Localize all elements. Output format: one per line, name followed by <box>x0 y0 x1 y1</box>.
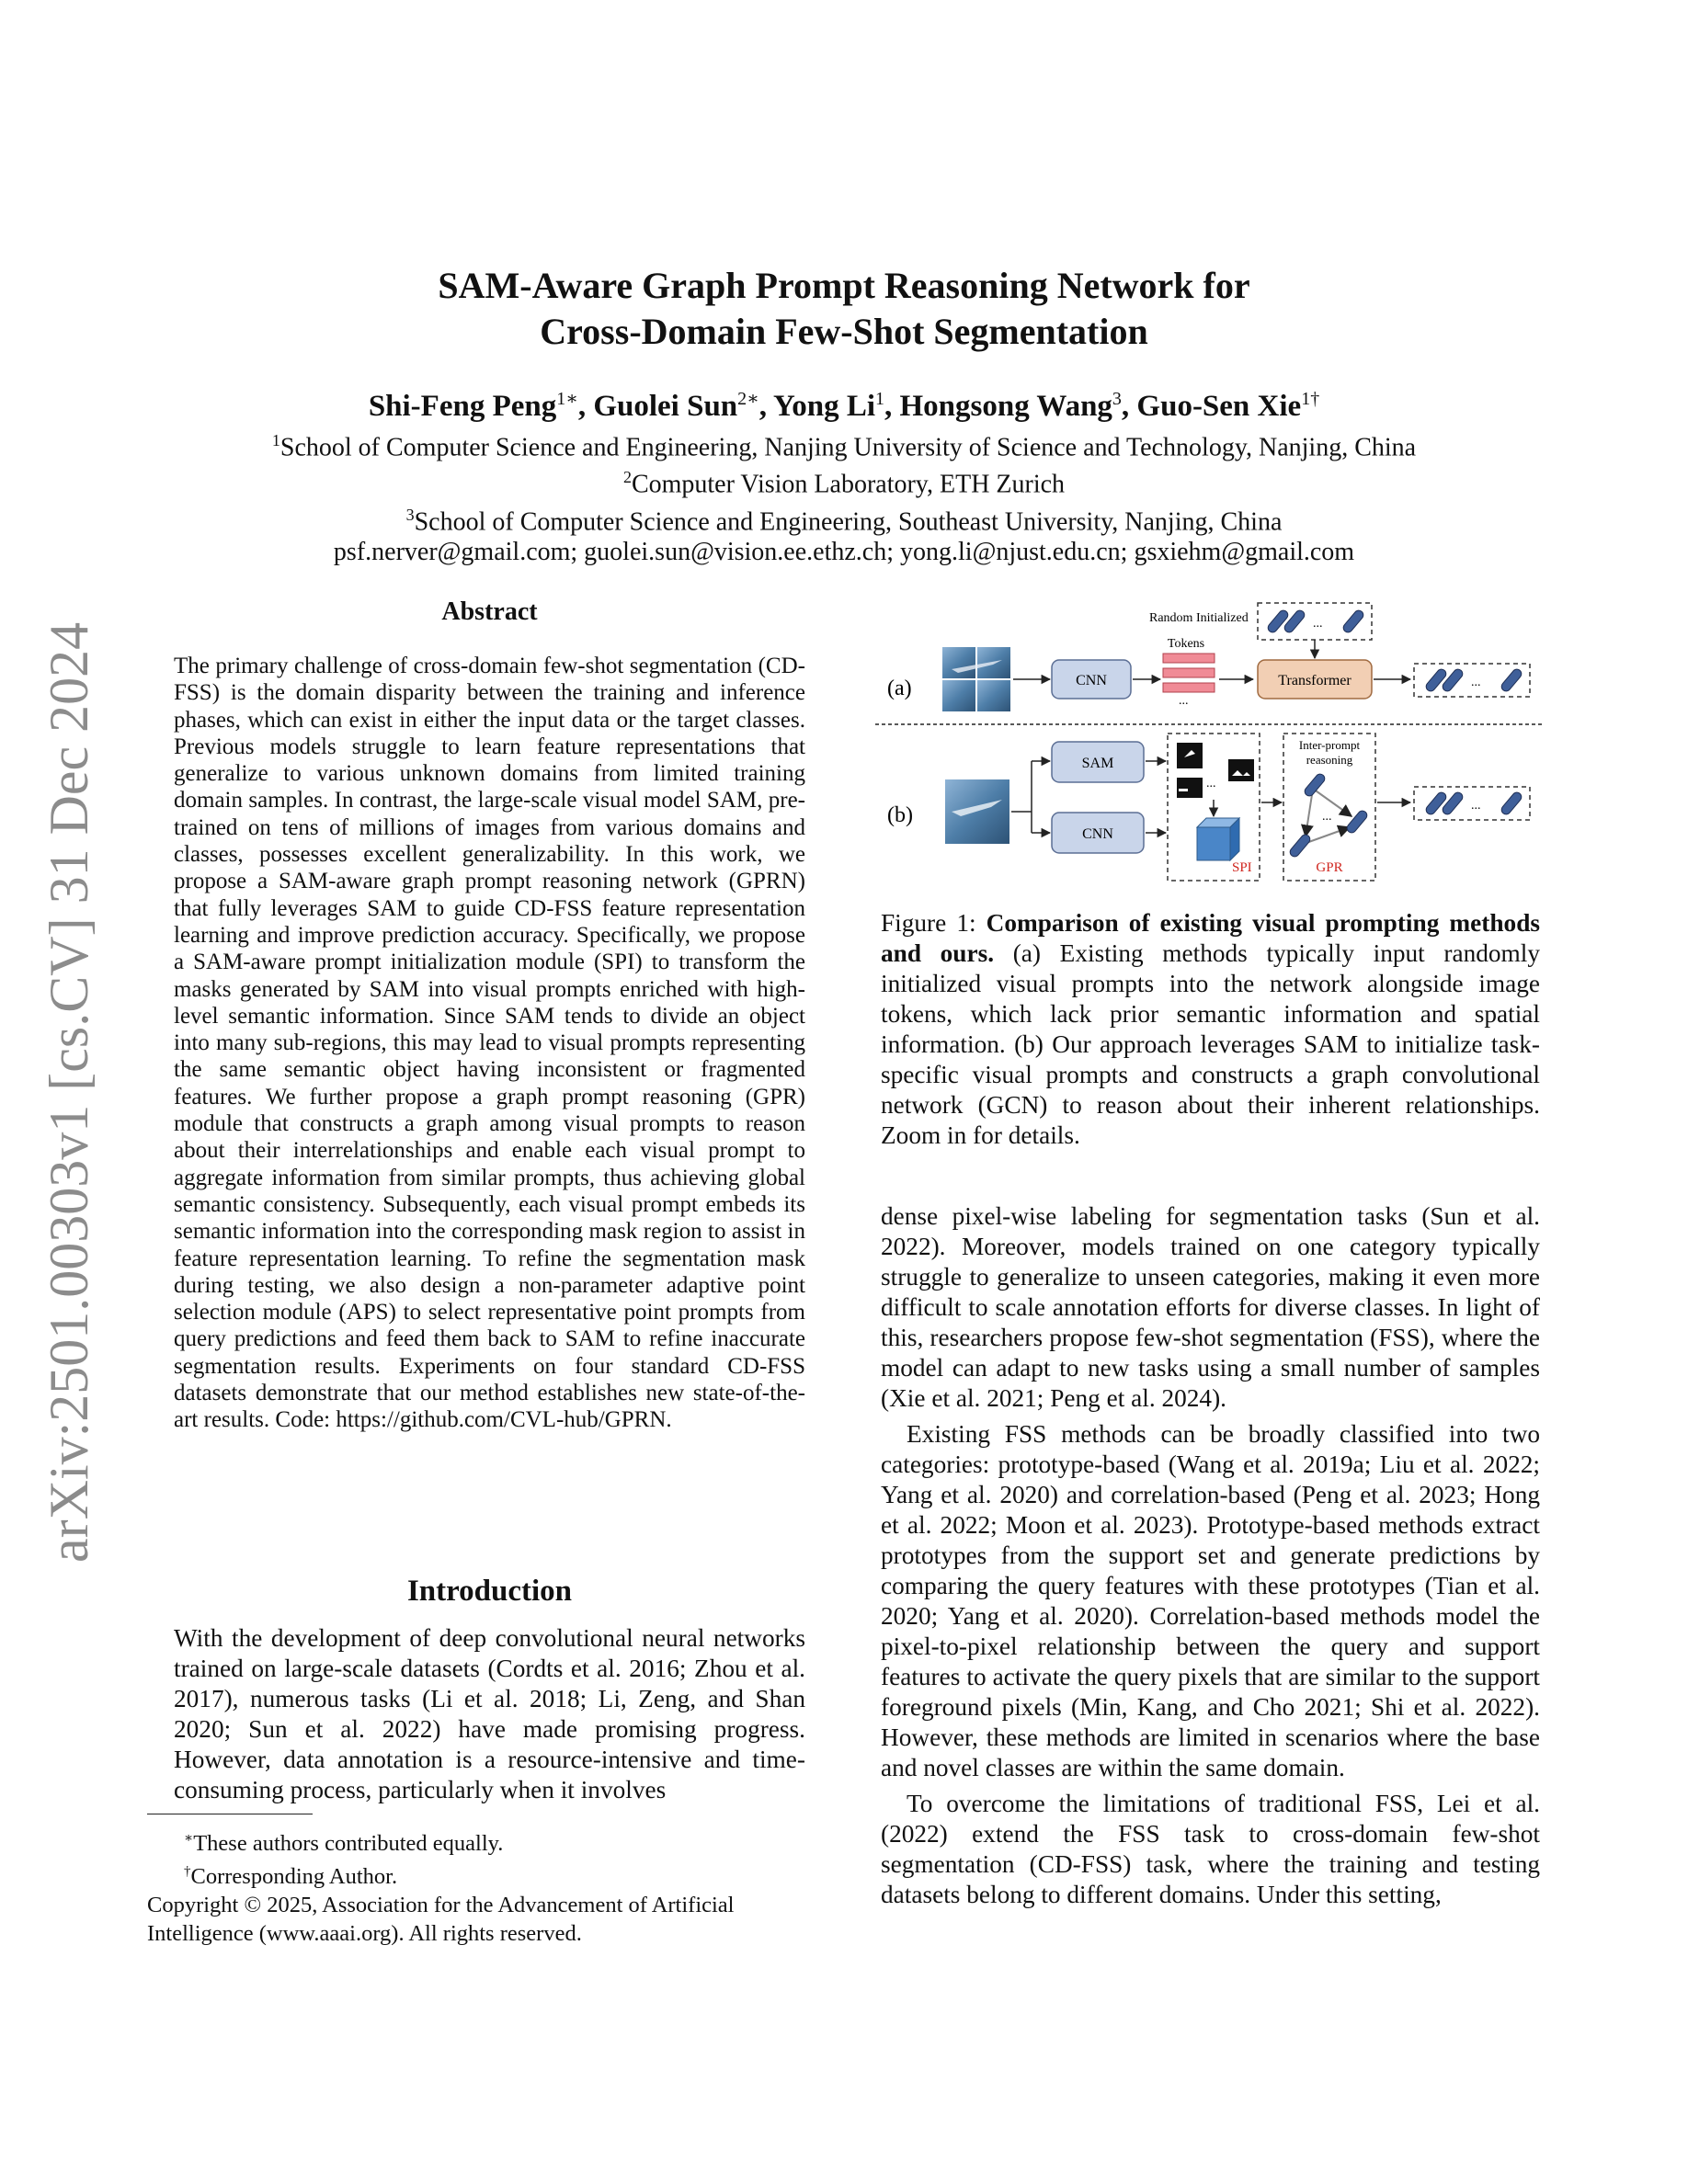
affiliation: $^1$School of Computer Science and Engineering, Nanjing University of Science and Technology, Nanjing, China <box>271 431 1417 462</box>
input-image-patches <box>942 647 1010 711</box>
author: Guo-Sen Xie$^{1\dagger}$ <box>1136 389 1320 423</box>
intro-paragraph: To overcome the limitations of traditional FSS, Lei et al. (2022) extend the FSS task to cross-domain few-shot segmentation (CD-FSS) task, where the training and testing datasets belong to different domains. Under this setting, <box>881 1790 1540 1908</box>
caption-bold-title: Comparison of existing visual prompting methods and ours. <box>881 909 1540 967</box>
output-prompt-icons-a <box>1424 667 1523 693</box>
affiliations <box>0 426 1688 567</box>
output-prompt-icons-b <box>1424 791 1523 816</box>
paper-title <box>0 263 1688 355</box>
feature-cube <box>1197 818 1239 860</box>
inter-prompt-label-line1: Inter-prompt <box>1298 738 1361 752</box>
footnote-corresponding-author: †Corresponding Author. <box>184 1864 398 1890</box>
cnn-label-a: CNN <box>1076 673 1107 688</box>
random-initialized-label: Random Initialized <box>1149 611 1249 625</box>
intro-paragraph: Existing FSS methods can be broadly classified into two categories: prototype-based (Wang et al. 2019a; Liu et al. 2022; Yang et al. 2020) and correlation-based (Peng et al. 2023; Hong et al. 2022; Moon et al. 2023). Prototype-based methods extract prototypes from the support set and generate predictions by comparing the query features with these prototypes (Tian et al. 2020; Yang et al. 2020). Correlation-based methods model the pixel-to-pixel relationship between the query and support features to activate the query pixels that are similar to the support foreground pixels (Min, Kang, and Cho 2021; Shi et al. 2022). However, these methods are limited in scenarios where the base and novel classes are within the same domain. <box>881 1420 1540 1781</box>
author: Shi-Feng Peng$^{1∗}$, <box>368 389 594 423</box>
title-line-1: SAM-Aware Graph Prompt Reasoning Network for <box>438 265 1250 306</box>
spi-label: SPI <box>1232 860 1252 875</box>
sam-label: SAM <box>1081 756 1114 771</box>
panel-b-label: (b) <box>887 803 913 827</box>
prompt-graph <box>1288 772 1369 859</box>
caption-label: Figure 1: <box>881 909 987 937</box>
author-list <box>0 379 1688 427</box>
inter-prompt-label-line2: reasoning <box>1306 753 1353 767</box>
mask-ellipsis: ... <box>1206 777 1216 791</box>
author: Hongsong Wang$^3$, <box>899 389 1137 423</box>
copyright-notice: Copyright © 2025, Association for the Advancement of Artificial Intelligence (www.aaai.org). All rights reserved. <box>147 1893 735 1947</box>
panel-a-label: (a) <box>887 677 912 700</box>
title-line-2: Cross-Domain Few-Shot Segmentation <box>540 311 1148 352</box>
abstract-text: The primary challenge of cross-domain few-shot segmentation (CD-FSS) is the domain disparity between the training and inference phases, which can exist in either the input data or the target classes. Previous models struggle to learn feature representations that generalize to various unknown domains from limited training domain samples. In contrast, the large-scale visual model SAM, pre-trained on tens of millions of images from various domains and classes, possesses excellent generalizability. In this work, we propose a SAM-aware graph prompt reasoning network (GPRN) that fully leverages SAM to guide CD-FSS feature representation learning and improve prediction accuracy. Specifically, we propose a SAM-aware prompt initialization module (SPI) to transform the masks generated by SAM into visual prompts enriched with high-level semantic information. Since SAM tends to divide an object into many sub-regions, this may lead to visual prompts representing the same semantic object having inconsistent or fragmented features. We further propose a graph prompt reasoning (GPR) module that constructs a graph among visual prompts to reason about their interrelationships and enable each visual prompt to aggregate information from similar prompts, thus achieving global semantic consistency. Subsequently, each visual prompt embeds its semantic information into the corresponding mask region to assist in feature representation learning. To refine the segmentation mask during testing, we also design a non-parameter adaptive point selection module (APS) to select representative point prompts from query predictions and feed them back to SAM to refine inaccurate segmentation results. Experiments on four standard CD-FSS datasets demonstrate that our method establishes new state-of-the-art results. Code: https://github.com/CVL-hub/GPRN. <box>174 654 805 1433</box>
intro-paragraph: dense pixel-wise labeling for segmentation tasks (Sun et al. 2022). Moreover, models trained on one category typically struggle to generalize to unseen categories, making it even more difficult to scale annotation efforts for diverse classes. In light of this, researchers propose few-shot segmentation (FSS), where the model can adapt to new tasks using a small number of samples (Xie et al. 2021; Peng et al. 2024). <box>881 1202 1540 1412</box>
input-image-b <box>945 779 1009 844</box>
token-ellipsis: ... <box>1179 694 1189 708</box>
graph-ellipsis: ... <box>1322 810 1332 824</box>
figure-1-diagram <box>873 596 1545 886</box>
random-prompt-icons <box>1266 609 1365 634</box>
output-ellipsis-b: ... <box>1471 799 1481 813</box>
introduction-left-text: With the development of deep convolutional neural networks trained on large-scale datasets (Cordts et al. 2016; Zhou et al. 2017), numerous tasks (Li et al. 2018; Li, Zeng, and Shan 2020; Sun et al. 2022) have made promising progress. However, data annotation is a resource-intensive and time-consuming process, particularly when it involves <box>174 1624 805 1803</box>
image-tokens <box>1163 654 1215 708</box>
sam-mask-thumbnails <box>1177 743 1254 798</box>
footnote-equal-contribution: ∗These authors contributed equally. <box>184 1831 504 1857</box>
author-emails: psf.nerver@gmail.com; guolei.sun@vision.ee.ethz.ch; yong.li@njust.edu.cn; gsxiehm@gmail.com <box>333 537 1355 566</box>
author: Yong Li$^1$, <box>773 389 900 423</box>
tokens-label: Tokens <box>1167 637 1205 651</box>
prompt-ellipsis: ... <box>1313 617 1323 631</box>
transformer-label: Transformer <box>1278 673 1352 688</box>
arxiv-id-text: arXiv:2501.00303v1 [cs.CV] 31 Dec 2024 <box>39 621 99 1563</box>
cnn-label-b: CNN <box>1082 826 1113 842</box>
caption-body: (a) Existing methods typically input randomly initialized visual prompts into the network alongside image tokens, which lack prior semantic information and spatial information. (b) Our approach leverages SAM to initialize task-specific visual prompts and constructs a graph convolutional network (GCN) to reason about their inherent relationships. Zoom in for details. <box>881 939 1540 1149</box>
footnotes <box>147 1825 809 1948</box>
affiliation: $^3$School of Computer Science and Engineering, Southeast University, Nanjing, China <box>405 505 1283 536</box>
figure-1-caption <box>881 908 1540 1151</box>
author: Guolei Sun$^{2∗}$, <box>593 389 774 423</box>
introduction-right-column <box>881 1201 1540 1916</box>
affiliation: $^2$Computer Vision Laboratory, ETH Zurich <box>622 468 1066 499</box>
output-ellipsis-a: ... <box>1471 676 1481 689</box>
abstract-heading: Abstract <box>441 597 538 626</box>
introduction-heading: Introduction <box>406 1575 573 1608</box>
gpr-label: GPR <box>1316 860 1343 875</box>
